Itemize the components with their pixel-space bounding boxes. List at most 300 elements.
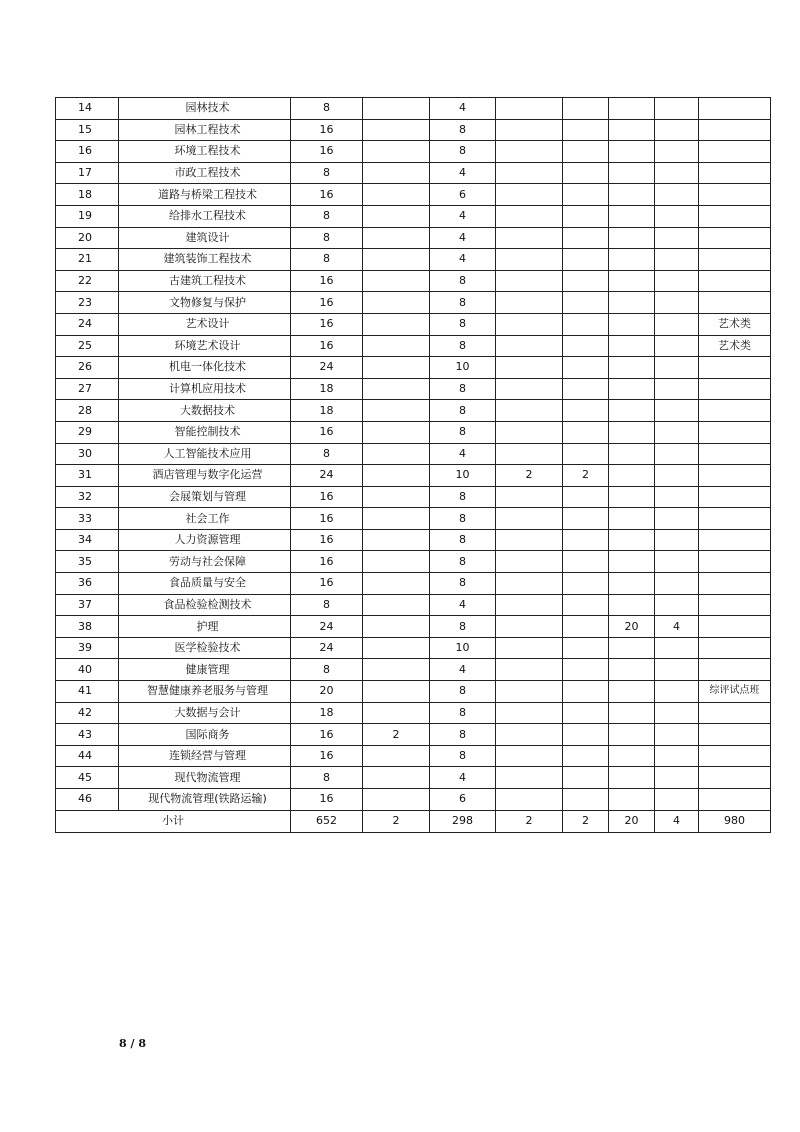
plan-col-4 xyxy=(496,357,563,379)
plan-col-7 xyxy=(655,594,699,616)
plan-col-4 xyxy=(496,745,563,767)
note-cell xyxy=(699,421,771,443)
plan-col-2 xyxy=(363,616,430,638)
plan-col-3: 8 xyxy=(430,335,496,357)
plan-col-2 xyxy=(363,745,430,767)
plan-col-7 xyxy=(655,335,699,357)
plan-col-1: 24 xyxy=(291,465,363,487)
plan-col-2 xyxy=(363,443,430,465)
plan-col-7 xyxy=(655,357,699,379)
plan-col-3: 4 xyxy=(430,249,496,271)
plan-col-3: 10 xyxy=(430,357,496,379)
plan-col-1: 16 xyxy=(291,551,363,573)
plan-col-5 xyxy=(563,767,609,789)
row-number: 18 xyxy=(56,184,119,206)
row-number: 15 xyxy=(56,119,119,141)
major-name: 现代物流管理(铁路运输) xyxy=(119,789,291,811)
plan-col-6 xyxy=(609,702,655,724)
major-name: 社会工作 xyxy=(119,508,291,530)
plan-col-5 xyxy=(563,637,609,659)
plan-col-1: 18 xyxy=(291,400,363,422)
note-cell xyxy=(699,270,771,292)
plan-col-2 xyxy=(363,292,430,314)
plan-col-4 xyxy=(496,551,563,573)
table-row xyxy=(56,486,771,508)
table-row xyxy=(56,551,771,573)
table-row xyxy=(56,724,771,746)
table-row xyxy=(56,335,771,357)
note-cell xyxy=(699,724,771,746)
table-row xyxy=(56,573,771,595)
row-number: 42 xyxy=(56,702,119,724)
plan-col-7 xyxy=(655,205,699,227)
plan-col-3: 8 xyxy=(430,119,496,141)
plan-col-6 xyxy=(609,443,655,465)
table-row xyxy=(56,378,771,400)
note-cell xyxy=(699,573,771,595)
plan-col-1: 8 xyxy=(291,162,363,184)
major-name: 国际商务 xyxy=(119,724,291,746)
plan-col-3: 10 xyxy=(430,637,496,659)
major-name: 市政工程技术 xyxy=(119,162,291,184)
subtotal-c1: 652 xyxy=(291,810,363,832)
plan-col-2 xyxy=(363,681,430,703)
note-cell xyxy=(699,227,771,249)
plan-col-6 xyxy=(609,98,655,120)
plan-col-3: 8 xyxy=(430,745,496,767)
plan-col-3: 8 xyxy=(430,702,496,724)
row-number: 27 xyxy=(56,378,119,400)
plan-col-5 xyxy=(563,270,609,292)
note-cell xyxy=(699,659,771,681)
note-cell xyxy=(699,205,771,227)
row-number: 41 xyxy=(56,681,119,703)
table-row xyxy=(56,465,771,487)
major-name: 古建筑工程技术 xyxy=(119,270,291,292)
plan-col-3: 8 xyxy=(430,486,496,508)
row-number: 45 xyxy=(56,767,119,789)
plan-col-2 xyxy=(363,227,430,249)
plan-col-7 xyxy=(655,529,699,551)
plan-col-6 xyxy=(609,594,655,616)
plan-col-6 xyxy=(609,745,655,767)
plan-col-1: 24 xyxy=(291,616,363,638)
major-name: 计算机应用技术 xyxy=(119,378,291,400)
plan-col-7: 4 xyxy=(655,616,699,638)
major-name: 连锁经营与管理 xyxy=(119,745,291,767)
row-number: 16 xyxy=(56,141,119,163)
plan-col-6 xyxy=(609,508,655,530)
plan-col-4 xyxy=(496,616,563,638)
table-row xyxy=(56,119,771,141)
plan-col-7 xyxy=(655,162,699,184)
subtotal-c7: 4 xyxy=(655,810,699,832)
row-number: 28 xyxy=(56,400,119,422)
plan-col-2 xyxy=(363,313,430,335)
plan-col-6 xyxy=(609,486,655,508)
table-row xyxy=(56,443,771,465)
plan-col-5 xyxy=(563,357,609,379)
plan-col-7 xyxy=(655,119,699,141)
note-cell xyxy=(699,486,771,508)
plan-col-1: 8 xyxy=(291,227,363,249)
plan-col-7 xyxy=(655,724,699,746)
page-number: 8 / 8 xyxy=(119,1037,146,1050)
plan-col-5 xyxy=(563,724,609,746)
plan-col-1: 8 xyxy=(291,249,363,271)
plan-col-1: 24 xyxy=(291,637,363,659)
plan-col-4 xyxy=(496,184,563,206)
plan-col-7 xyxy=(655,681,699,703)
table-row xyxy=(56,659,771,681)
plan-col-2 xyxy=(363,184,430,206)
note-cell xyxy=(699,98,771,120)
plan-col-3: 8 xyxy=(430,313,496,335)
plan-col-7 xyxy=(655,789,699,811)
plan-col-7 xyxy=(655,659,699,681)
plan-col-4 xyxy=(496,529,563,551)
plan-col-1: 8 xyxy=(291,205,363,227)
plan-col-6 xyxy=(609,184,655,206)
plan-col-6 xyxy=(609,767,655,789)
plan-col-3: 4 xyxy=(430,659,496,681)
plan-col-2 xyxy=(363,573,430,595)
subtotal-grand-total: 980 xyxy=(699,810,771,832)
note-cell xyxy=(699,400,771,422)
plan-col-5 xyxy=(563,205,609,227)
note-cell xyxy=(699,767,771,789)
plan-col-3: 8 xyxy=(430,529,496,551)
plan-col-5 xyxy=(563,378,609,400)
plan-col-1: 16 xyxy=(291,573,363,595)
plan-col-2 xyxy=(363,508,430,530)
major-name: 环境艺术设计 xyxy=(119,335,291,357)
plan-col-3: 8 xyxy=(430,400,496,422)
plan-col-3: 4 xyxy=(430,594,496,616)
table-row xyxy=(56,616,771,638)
plan-col-1: 16 xyxy=(291,184,363,206)
plan-col-6 xyxy=(609,529,655,551)
plan-col-4 xyxy=(496,789,563,811)
plan-col-7 xyxy=(655,421,699,443)
note-cell xyxy=(699,529,771,551)
plan-col-1: 16 xyxy=(291,486,363,508)
plan-col-4 xyxy=(496,249,563,271)
plan-col-5 xyxy=(563,184,609,206)
row-number: 32 xyxy=(56,486,119,508)
plan-col-5 xyxy=(563,249,609,271)
plan-col-6 xyxy=(609,335,655,357)
table-row xyxy=(56,637,771,659)
plan-col-1: 16 xyxy=(291,508,363,530)
subtotal-c4: 2 xyxy=(496,810,563,832)
plan-col-7 xyxy=(655,465,699,487)
row-number: 14 xyxy=(56,98,119,120)
plan-col-1: 16 xyxy=(291,789,363,811)
plan-col-5 xyxy=(563,141,609,163)
table-row xyxy=(56,702,771,724)
plan-col-3: 4 xyxy=(430,767,496,789)
row-number: 36 xyxy=(56,573,119,595)
plan-col-1: 8 xyxy=(291,767,363,789)
plan-col-4 xyxy=(496,378,563,400)
plan-col-5 xyxy=(563,443,609,465)
plan-col-7 xyxy=(655,702,699,724)
note-cell: 综评试点班 xyxy=(699,681,771,703)
major-name: 大数据与会计 xyxy=(119,702,291,724)
table-row xyxy=(56,227,771,249)
table-row xyxy=(56,508,771,530)
row-number: 24 xyxy=(56,313,119,335)
plan-col-4 xyxy=(496,292,563,314)
plan-col-7 xyxy=(655,486,699,508)
note-cell xyxy=(699,594,771,616)
table-row xyxy=(56,400,771,422)
row-number: 26 xyxy=(56,357,119,379)
plan-col-4 xyxy=(496,421,563,443)
major-name: 酒店管理与数字化运营 xyxy=(119,465,291,487)
note-cell xyxy=(699,162,771,184)
plan-col-7 xyxy=(655,378,699,400)
plan-col-7 xyxy=(655,227,699,249)
plan-col-7 xyxy=(655,767,699,789)
plan-col-6 xyxy=(609,292,655,314)
plan-col-6 xyxy=(609,551,655,573)
plan-col-3: 6 xyxy=(430,789,496,811)
subtotal-label: 小计 xyxy=(56,810,291,832)
plan-col-4 xyxy=(496,767,563,789)
plan-col-3: 4 xyxy=(430,227,496,249)
plan-col-5: 2 xyxy=(563,465,609,487)
note-cell xyxy=(699,551,771,573)
plan-col-5 xyxy=(563,119,609,141)
subtotal-c5: 2 xyxy=(563,810,609,832)
plan-col-2 xyxy=(363,205,430,227)
plan-col-6 xyxy=(609,573,655,595)
plan-col-7 xyxy=(655,551,699,573)
plan-col-3: 8 xyxy=(430,421,496,443)
plan-col-2 xyxy=(363,465,430,487)
row-number: 23 xyxy=(56,292,119,314)
subtotal-c6: 20 xyxy=(609,810,655,832)
plan-col-1: 16 xyxy=(291,270,363,292)
major-name: 文物修复与保护 xyxy=(119,292,291,314)
plan-col-2 xyxy=(363,659,430,681)
major-name: 给排水工程技术 xyxy=(119,205,291,227)
major-name: 建筑装饰工程技术 xyxy=(119,249,291,271)
row-number: 34 xyxy=(56,529,119,551)
plan-col-6 xyxy=(609,789,655,811)
plan-col-2 xyxy=(363,98,430,120)
plan-col-6 xyxy=(609,421,655,443)
note-cell xyxy=(699,292,771,314)
plan-col-4 xyxy=(496,98,563,120)
plan-col-7 xyxy=(655,313,699,335)
plan-col-5 xyxy=(563,702,609,724)
plan-col-6 xyxy=(609,724,655,746)
note-cell xyxy=(699,141,771,163)
plan-col-5 xyxy=(563,98,609,120)
plan-col-4 xyxy=(496,681,563,703)
table-row xyxy=(56,205,771,227)
plan-col-3: 10 xyxy=(430,465,496,487)
table-row xyxy=(56,141,771,163)
plan-col-1: 16 xyxy=(291,335,363,357)
plan-col-6: 20 xyxy=(609,616,655,638)
plan-col-7 xyxy=(655,292,699,314)
row-number: 44 xyxy=(56,745,119,767)
plan-col-6 xyxy=(609,637,655,659)
plan-col-3: 6 xyxy=(430,184,496,206)
plan-col-5 xyxy=(563,551,609,573)
major-name: 智能控制技术 xyxy=(119,421,291,443)
plan-col-4 xyxy=(496,270,563,292)
plan-col-5 xyxy=(563,486,609,508)
plan-col-4 xyxy=(496,227,563,249)
row-number: 46 xyxy=(56,789,119,811)
plan-col-5 xyxy=(563,789,609,811)
plan-col-2 xyxy=(363,335,430,357)
row-number: 39 xyxy=(56,637,119,659)
table-row xyxy=(56,745,771,767)
plan-col-7 xyxy=(655,98,699,120)
plan-col-4 xyxy=(496,313,563,335)
major-name: 建筑设计 xyxy=(119,227,291,249)
plan-col-3: 8 xyxy=(430,724,496,746)
plan-col-7 xyxy=(655,270,699,292)
major-name: 智慧健康养老服务与管理 xyxy=(119,681,291,703)
subtotal-c2: 2 xyxy=(363,810,430,832)
table-row xyxy=(56,767,771,789)
plan-col-2 xyxy=(363,400,430,422)
plan-col-1: 16 xyxy=(291,529,363,551)
plan-col-3: 8 xyxy=(430,270,496,292)
plan-col-3: 4 xyxy=(430,205,496,227)
plan-col-3: 8 xyxy=(430,681,496,703)
plan-col-7 xyxy=(655,400,699,422)
plan-col-3: 8 xyxy=(430,141,496,163)
subtotal-row xyxy=(56,810,771,832)
row-number: 40 xyxy=(56,659,119,681)
plan-col-4 xyxy=(496,119,563,141)
plan-col-5 xyxy=(563,529,609,551)
plan-col-4 xyxy=(496,702,563,724)
plan-col-6 xyxy=(609,162,655,184)
major-name: 医学检验技术 xyxy=(119,637,291,659)
plan-col-6 xyxy=(609,141,655,163)
major-name: 现代物流管理 xyxy=(119,767,291,789)
row-number: 31 xyxy=(56,465,119,487)
major-name: 食品检验检测技术 xyxy=(119,594,291,616)
major-name: 园林技术 xyxy=(119,98,291,120)
subtotal-c3: 298 xyxy=(430,810,496,832)
plan-col-2 xyxy=(363,378,430,400)
plan-col-5 xyxy=(563,335,609,357)
plan-col-5 xyxy=(563,421,609,443)
plan-col-1: 20 xyxy=(291,681,363,703)
plan-col-3: 4 xyxy=(430,98,496,120)
plan-col-5 xyxy=(563,659,609,681)
plan-col-1: 16 xyxy=(291,119,363,141)
major-name: 人工智能技术应用 xyxy=(119,443,291,465)
plan-col-2 xyxy=(363,421,430,443)
note-cell xyxy=(699,465,771,487)
plan-col-3: 8 xyxy=(430,292,496,314)
plan-col-4 xyxy=(496,594,563,616)
plan-col-6 xyxy=(609,119,655,141)
plan-col-3: 8 xyxy=(430,573,496,595)
plan-col-6 xyxy=(609,378,655,400)
table-row xyxy=(56,184,771,206)
major-name: 食品质量与安全 xyxy=(119,573,291,595)
plan-col-4 xyxy=(496,659,563,681)
plan-col-5 xyxy=(563,162,609,184)
plan-col-2 xyxy=(363,270,430,292)
plan-col-7 xyxy=(655,508,699,530)
plan-col-1: 16 xyxy=(291,313,363,335)
plan-col-4 xyxy=(496,162,563,184)
plan-col-5 xyxy=(563,227,609,249)
plan-col-2 xyxy=(363,357,430,379)
plan-col-1: 8 xyxy=(291,659,363,681)
plan-col-1: 18 xyxy=(291,378,363,400)
note-cell xyxy=(699,378,771,400)
plan-col-5 xyxy=(563,616,609,638)
major-name: 环境工程技术 xyxy=(119,141,291,163)
plan-col-5 xyxy=(563,313,609,335)
plan-col-1: 16 xyxy=(291,421,363,443)
plan-col-2 xyxy=(363,551,430,573)
plan-col-2 xyxy=(363,767,430,789)
plan-col-1: 8 xyxy=(291,443,363,465)
plan-col-4 xyxy=(496,335,563,357)
note-cell xyxy=(699,184,771,206)
major-name: 劳动与社会保障 xyxy=(119,551,291,573)
plan-col-2 xyxy=(363,702,430,724)
plan-col-7 xyxy=(655,249,699,271)
plan-col-2 xyxy=(363,789,430,811)
note-cell xyxy=(699,508,771,530)
row-number: 38 xyxy=(56,616,119,638)
plan-col-6 xyxy=(609,249,655,271)
plan-col-2: 2 xyxy=(363,724,430,746)
major-name: 机电一体化技术 xyxy=(119,357,291,379)
plan-col-3: 8 xyxy=(430,616,496,638)
plan-col-2 xyxy=(363,594,430,616)
row-number: 20 xyxy=(56,227,119,249)
plan-col-2 xyxy=(363,162,430,184)
row-number: 35 xyxy=(56,551,119,573)
major-name: 健康管理 xyxy=(119,659,291,681)
plan-col-4 xyxy=(496,637,563,659)
plan-col-4 xyxy=(496,486,563,508)
note-cell xyxy=(699,789,771,811)
table-row xyxy=(56,98,771,120)
note-cell xyxy=(699,119,771,141)
row-number: 21 xyxy=(56,249,119,271)
plan-col-4 xyxy=(496,443,563,465)
plan-col-1: 24 xyxy=(291,357,363,379)
plan-col-2 xyxy=(363,141,430,163)
enrollment-table xyxy=(55,97,771,833)
plan-col-4 xyxy=(496,724,563,746)
plan-col-6 xyxy=(609,659,655,681)
plan-col-2 xyxy=(363,529,430,551)
plan-col-6 xyxy=(609,681,655,703)
row-number: 17 xyxy=(56,162,119,184)
plan-col-4 xyxy=(496,141,563,163)
note-cell xyxy=(699,637,771,659)
